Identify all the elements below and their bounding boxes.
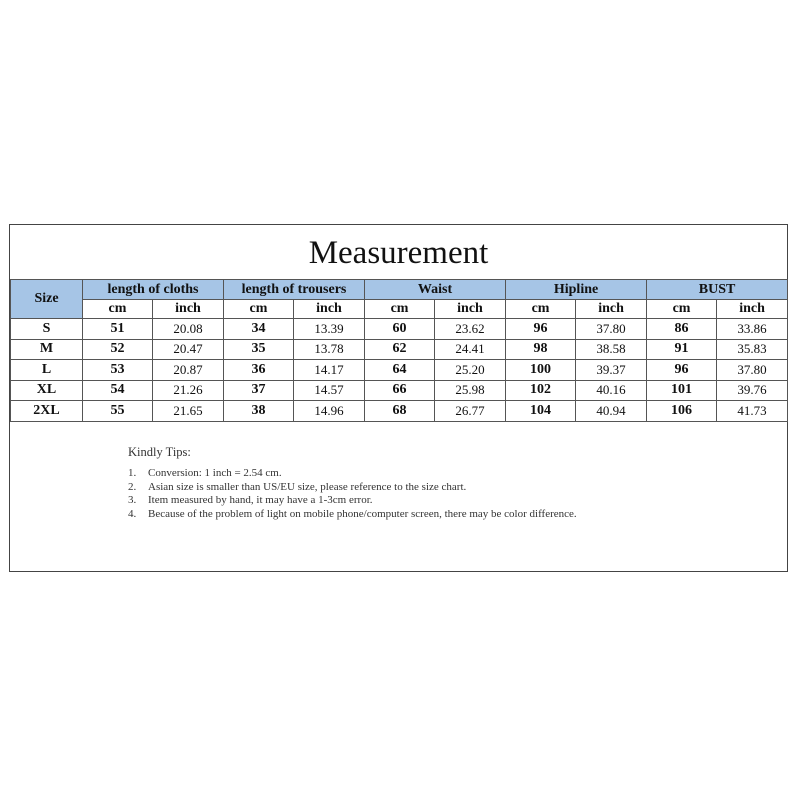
inch-value-cell: 23.62 bbox=[435, 319, 506, 340]
inch-value-cell: 33.86 bbox=[717, 319, 788, 340]
group-header: Waist bbox=[365, 280, 506, 300]
tip-number: 4. bbox=[128, 507, 137, 520]
inch-value-cell: 20.47 bbox=[153, 339, 224, 360]
tip-text: Conversion: 1 inch = 2.54 cm. bbox=[148, 467, 282, 479]
size-cell: 2XL bbox=[11, 401, 83, 422]
inch-value-cell: 24.41 bbox=[435, 339, 506, 360]
group-header: BUST bbox=[647, 280, 788, 300]
inch-value-cell: 13.78 bbox=[294, 339, 365, 360]
group-header: Hipline bbox=[506, 280, 647, 300]
unit-header: inch bbox=[435, 300, 506, 319]
inch-value-cell: 13.39 bbox=[294, 319, 365, 340]
inch-value-cell: 39.76 bbox=[717, 380, 788, 401]
inch-value-cell: 39.37 bbox=[576, 360, 647, 381]
table-row bbox=[11, 339, 788, 360]
inch-value-cell: 14.17 bbox=[294, 360, 365, 381]
inch-value-cell: 37.80 bbox=[717, 360, 788, 381]
kindly-tips bbox=[128, 445, 618, 521]
tip-text: Item measured by hand, it may have a 1-3cm error. bbox=[148, 494, 373, 506]
cm-value-cell: 36 bbox=[224, 360, 294, 381]
cm-value-cell: 91 bbox=[647, 339, 717, 360]
unit-header: inch bbox=[576, 300, 647, 319]
inch-value-cell: 40.16 bbox=[576, 380, 647, 401]
tip-number: 2. bbox=[128, 480, 137, 493]
cm-value-cell: 37 bbox=[224, 380, 294, 401]
inch-value-cell: 25.98 bbox=[435, 380, 506, 401]
inch-value-cell: 14.57 bbox=[294, 380, 365, 401]
cm-value-cell: 66 bbox=[365, 380, 435, 401]
cm-value-cell: 106 bbox=[647, 401, 717, 422]
size-header: Size bbox=[11, 280, 83, 319]
unit-header: cm bbox=[647, 300, 717, 319]
tip-item bbox=[128, 508, 618, 522]
inch-value-cell: 41.73 bbox=[717, 401, 788, 422]
group-header: length of cloths bbox=[83, 280, 224, 300]
cm-value-cell: 38 bbox=[224, 401, 294, 422]
inch-value-cell: 38.58 bbox=[576, 339, 647, 360]
inch-value-cell: 20.08 bbox=[153, 319, 224, 340]
inch-value-cell: 14.96 bbox=[294, 401, 365, 422]
cm-value-cell: 102 bbox=[506, 380, 576, 401]
cm-value-cell: 54 bbox=[83, 380, 153, 401]
tip-number: 3. bbox=[128, 494, 137, 506]
unit-header: cm bbox=[506, 300, 576, 319]
cm-value-cell: 100 bbox=[506, 360, 576, 381]
inch-value-cell: 26.77 bbox=[435, 401, 506, 422]
size-cell: S bbox=[11, 319, 83, 340]
table-row bbox=[11, 360, 788, 381]
cm-value-cell: 55 bbox=[83, 401, 153, 422]
cm-value-cell: 52 bbox=[83, 339, 153, 360]
unit-header: cm bbox=[224, 300, 294, 319]
table-row bbox=[11, 380, 788, 401]
table-row bbox=[11, 319, 788, 340]
cm-value-cell: 104 bbox=[506, 401, 576, 422]
unit-header: inch bbox=[717, 300, 788, 319]
tip-item bbox=[128, 494, 618, 508]
inch-value-cell: 21.26 bbox=[153, 380, 224, 401]
inch-value-cell: 21.65 bbox=[153, 401, 224, 422]
size-cell: L bbox=[11, 360, 83, 381]
cm-value-cell: 51 bbox=[83, 319, 153, 340]
tips-title: Kindly Tips: bbox=[128, 445, 191, 459]
cm-value-cell: 96 bbox=[647, 360, 717, 381]
unit-header: inch bbox=[153, 300, 224, 319]
cm-value-cell: 62 bbox=[365, 339, 435, 360]
tip-number: 1. bbox=[128, 467, 137, 479]
page-title: Measurement bbox=[308, 235, 489, 271]
tip-item bbox=[128, 481, 618, 495]
tips-list bbox=[128, 467, 618, 521]
inch-value-cell: 20.87 bbox=[153, 360, 224, 381]
size-table bbox=[10, 279, 788, 422]
cm-value-cell: 86 bbox=[647, 319, 717, 340]
tip-text: Asian size is smaller than US/EU size, please reference to the size chart. bbox=[148, 480, 467, 493]
cm-value-cell: 34 bbox=[224, 319, 294, 340]
tip-text: Because of the problem of light on mobile phone/computer screen, there may be color difference. bbox=[148, 507, 577, 520]
tip-item bbox=[128, 467, 618, 481]
inch-value-cell: 37.80 bbox=[576, 319, 647, 340]
unit-header: inch bbox=[294, 300, 365, 319]
cm-value-cell: 64 bbox=[365, 360, 435, 381]
unit-header: cm bbox=[83, 300, 153, 319]
measurement-chart bbox=[9, 224, 788, 572]
inch-value-cell: 40.94 bbox=[576, 401, 647, 422]
inch-value-cell: 25.20 bbox=[435, 360, 506, 381]
cm-value-cell: 101 bbox=[647, 380, 717, 401]
size-cell: XL bbox=[11, 380, 83, 401]
cm-value-cell: 53 bbox=[83, 360, 153, 381]
cm-value-cell: 68 bbox=[365, 401, 435, 422]
cm-value-cell: 98 bbox=[506, 339, 576, 360]
cm-value-cell: 60 bbox=[365, 319, 435, 340]
cm-value-cell: 96 bbox=[506, 319, 576, 340]
group-header: length of trousers bbox=[224, 280, 365, 300]
table-row bbox=[11, 401, 788, 422]
inch-value-cell: 35.83 bbox=[717, 339, 788, 360]
cm-value-cell: 35 bbox=[224, 339, 294, 360]
size-cell: M bbox=[11, 339, 83, 360]
unit-header: cm bbox=[365, 300, 435, 319]
